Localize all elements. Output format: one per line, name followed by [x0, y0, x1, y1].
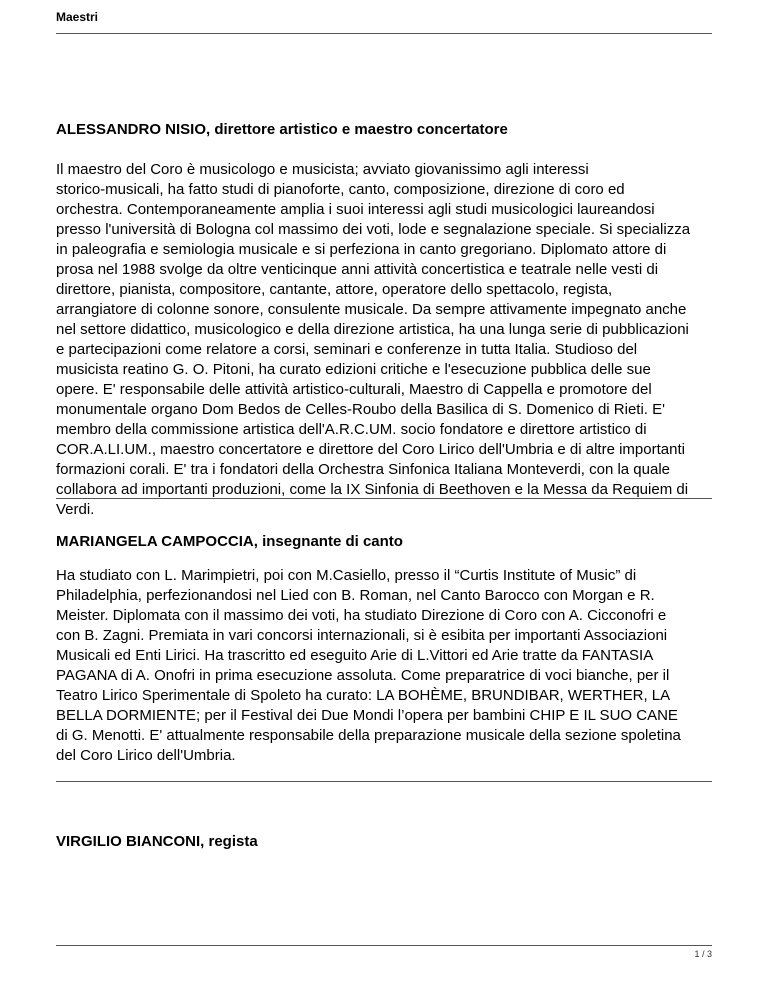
section-divider [56, 781, 712, 782]
footer-divider [56, 945, 712, 946]
page-header-title: Maestri [56, 10, 99, 24]
section-body-campoccia: Ha studiato con L. Marimpietri, poi con M.Casiello, presso il “Curtis Institute of Music” di Philadelphia, perfezionandosi nel Lied con B. Roman, nel Canto Barocco con Morgan e R. Meister. Diplomata con il massimo dei voti, ha studiato Direzione di Coro con A. Cicconofri e con B. Zagni. Premiata in vari concorsi internazionali, si è esibita per importanti Associazioni Musicali ed Enti Lirici. Ha trascritto ed eseguito Arie di L.Vittori ed Arie tratte da FANTASIA PAGANA di A. Onofri in prima esecuzione assoluta. Come preparatrice di voci bianche, per il Teatro Lirico Sperimentale di Spoleto ha curato: LA BOHÈME, BRUNDIBAR, WERTHER, LA BELLA DORMIENTE; per il Festival dei Due Mondi l’opera per bambini CHIP E IL SUO CANE di G. Menotti. E' attualmente responsabile della preparazione musicale della sezione spoletina del Coro Lirico dell'Umbria. [56, 567, 681, 764]
header-divider [56, 33, 712, 34]
section-body-nisio: Il maestro del Coro è musicologo e musicista; avviato giovanissimo agli interessi storico-musicali, ha fatto studi di pianoforte, canto, composizione, direzione di coro ed orchestra. Contemporaneamente amplia i suoi interessi agli studi musicologici laureandosi presso l'università di Bologna col massimo dei voti, lode e segnalazione speciale. Si specializza in paleografia e semiologia musicale e si perfeziona in canto gregoriano. Diplomato attore di prosa nel 1988 svolge da oltre venticinque anni attività concertistica e teatrale nelle vesti di direttore, pianista, compositore, cantante, attore, operatore dello spettacolo, regista, arrangiatore di colonne sonore, consulente musicale. Da sempre attivamente impegnato anche nel settore didattico, musicologico e della direzione artistica, ha una lunga serie di pubblicazioni e partecipazioni come relatore a corsi, seminari e conferenze in tutta Italia. Studioso del musicista reatino G. O. Pitoni, ha curato edizioni critiche e l'esecuzione pubblica delle sue opere. E' responsabile delle attività artistico-culturali, Maestro di Cappella e promotore del monumentale organo Dom Bedos de Celles-Roubo della Basilica di S. Domenico di Rieti. E' membro della commissione artistica dell'A.R.C.UM. socio fondatore e direttore artistico di COR.A.LI.UM., maestro concertatore e direttore del Coro Lirico dell'Umbria e di altre importanti formazioni corali. E' tra i fondatori della Orchestra Sinfonica Italiana Monteverdi, con la quale collabora ad importanti produzioni, come la IX Sinfonia di Beethoven e la Messa da Requiem di Verdi. [56, 161, 691, 518]
section-heading-bianconi: VIRGILIO BIANCONI, regista [56, 833, 258, 850]
section-heading-campoccia: MARIANGELA CAMPOCCIA, insegnante di canto [56, 533, 403, 550]
section-heading-nisio: ALESSANDRO NISIO, direttore artistico e maestro concertatore [56, 121, 508, 138]
page-number: 1 / 3 [694, 949, 712, 959]
section-divider [56, 498, 712, 499]
